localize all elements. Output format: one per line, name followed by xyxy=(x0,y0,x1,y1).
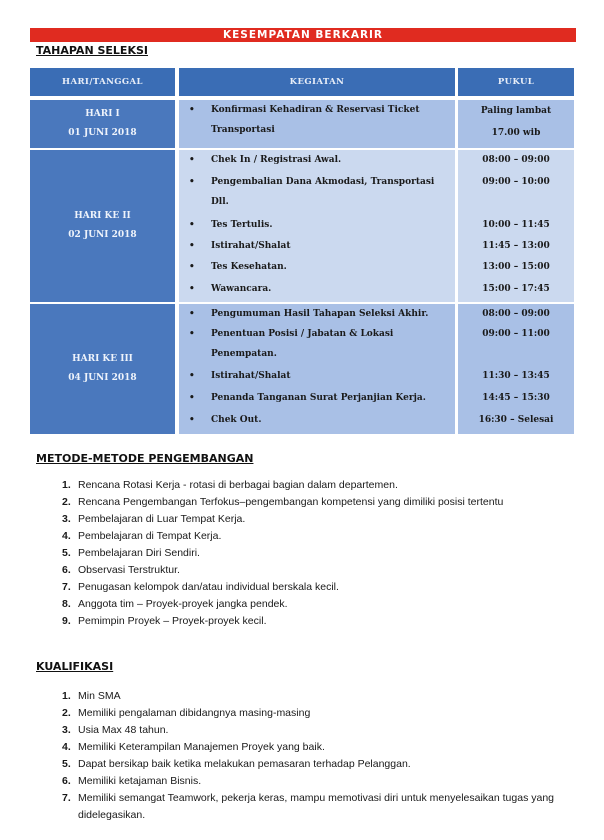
time-text: 11:45 – 13:00 xyxy=(482,241,550,251)
list-item: 7. Memiliki semangat Teamwork, pekerja keras, mampu memotivasi diri untuk menyelesaikan tugas yang didelegasikan. xyxy=(62,792,555,821)
list-item: 1. Min SMA xyxy=(62,690,121,702)
bullet-icon: • xyxy=(189,105,195,115)
day-date: 02 JUNI 2018 xyxy=(68,230,137,240)
activity-text: Tes Tertulis. xyxy=(211,220,273,230)
time-text: 15:00 – 17:45 xyxy=(482,284,550,294)
day-label: HARI KE III xyxy=(72,354,133,364)
activity-text: Penentuan Posisi / Jabatan & Lokasi Penempatan. xyxy=(211,329,394,359)
list-item: 8. Anggota tim – Proyek-proyek jangka pendek. xyxy=(62,598,288,610)
time-block xyxy=(458,100,574,148)
list-item: 1. Rencana Rotasi Kerja - rotasi di berbagai bagian dalam departemen. xyxy=(62,479,398,491)
list-item: 3. Usia Max 48 tahun. xyxy=(62,724,169,736)
time-text: 13:00 – 15:00 xyxy=(482,262,550,272)
time-text: 11:30 – 13:45 xyxy=(482,371,550,381)
activity-text: Penanda Tanganan Surat Perjanjian Kerja. xyxy=(211,393,426,403)
list-item: 2. Memiliki pengalaman dibidangnya masing-masing xyxy=(62,707,311,719)
list-item: 5. Dapat bersikap baik ketika melakukan pemasaran terhadap Pelanggan. xyxy=(62,758,411,770)
list-item: 4. Pembelajaran di Tempat Kerja. xyxy=(62,530,222,542)
activity-row xyxy=(189,236,451,256)
metode-title: METODE-METODE PENGEMBANGAN xyxy=(36,452,254,465)
activity-row xyxy=(189,324,451,364)
activity-block xyxy=(179,100,455,148)
list-item: 6. Memiliki ketajaman Bisnis. xyxy=(62,775,202,787)
kualifikasi-title: KUALIFIKASI xyxy=(36,660,114,673)
activity-row xyxy=(189,410,451,430)
time-text: 09:00 – 11:00 xyxy=(482,329,550,339)
list-item: 3. Pembelajaran di Luar Tempat Kerja. xyxy=(62,513,246,525)
time-block xyxy=(458,304,574,434)
activity-row xyxy=(189,388,451,408)
list-item: 4. Memiliki Keterampilan Manajemen Proyek yang baik. xyxy=(62,741,325,753)
time-text: 14:45 – 15:30 xyxy=(482,393,550,403)
activity-row xyxy=(189,366,451,386)
activity-text: Istirahat/Shalat xyxy=(211,371,291,381)
schedule-table xyxy=(30,68,574,434)
bullet-icon: • xyxy=(189,220,195,230)
time-block xyxy=(458,150,574,302)
tahapan-title: TAHAPAN SELEKSI xyxy=(36,44,148,57)
bullet-icon: • xyxy=(189,284,195,294)
bullet-icon: • xyxy=(189,393,195,403)
list-item: 6. Observasi Terstruktur. xyxy=(62,564,180,576)
time-text: 09:00 – 10:00 xyxy=(482,177,550,187)
activity-row xyxy=(189,172,451,212)
metode-list xyxy=(62,477,562,630)
activity-row xyxy=(189,257,451,277)
activity-block xyxy=(179,150,455,302)
list-item: 9. Pemimpin Proyek – Proyek-proyek kecil. xyxy=(62,615,267,627)
activity-block xyxy=(179,304,455,434)
bullet-icon: • xyxy=(189,415,195,425)
bullet-icon: • xyxy=(189,241,195,251)
activity-row xyxy=(189,279,451,299)
day-cell xyxy=(30,100,175,148)
activity-row xyxy=(189,215,451,235)
activity-text: Istirahat/Shalat xyxy=(211,241,291,251)
time-text: 08:00 – 09:00 xyxy=(482,309,550,319)
header-hari: HARI/TANGGAL xyxy=(30,68,175,96)
page-banner: KESEMPATAN BERKARIR xyxy=(30,28,576,42)
day-date: 01 JUNI 2018 xyxy=(68,128,137,138)
activity-text: Pengumuman Hasil Tahapan Seleksi Akhir. xyxy=(211,309,429,319)
list-item: 5. Pembelajaran Diri Sendiri. xyxy=(62,547,200,559)
list-item: 2. Rencana Pengembangan Terfokus–pengembangan kompetensi yang dimiliki posisi tertentu xyxy=(62,496,504,508)
day-label: HARI I xyxy=(85,109,120,119)
day-label: HARI KE II xyxy=(74,211,131,221)
bullet-icon: • xyxy=(189,262,195,272)
bullet-icon: • xyxy=(189,309,195,319)
bullet-icon: • xyxy=(189,155,195,165)
activity-text: Konfirmasi Kehadiran & Reservasi Ticket Transportasi xyxy=(211,105,420,135)
list-item: 7. Penugasan kelompok dan/atau individual berskala kecil. xyxy=(62,581,339,593)
activity-row xyxy=(189,100,451,140)
activity-row xyxy=(189,150,451,170)
day-cell xyxy=(30,304,175,434)
activity-text: Chek Out. xyxy=(211,415,262,425)
activity-text: Pengembalian Dana Akmodasi, Transportasi Dll. xyxy=(211,177,435,207)
time-text: 10:00 – 11:45 xyxy=(482,220,550,230)
time-text: 08:00 – 09:00 xyxy=(482,155,550,165)
kualifikasi-list xyxy=(62,688,562,824)
day-date: 04 JUNI 2018 xyxy=(68,373,137,383)
bullet-icon: • xyxy=(189,371,195,381)
time-text: 16:30 – Selesai xyxy=(478,415,554,425)
activity-text: Chek In / Registrasi Awal. xyxy=(211,155,342,165)
activity-text: Wawancara. xyxy=(211,284,272,294)
activity-text: Tes Kesehatan. xyxy=(211,262,287,272)
header-kegiatan: KEGIATAN xyxy=(179,68,455,96)
day-cell xyxy=(30,150,175,302)
activity-row xyxy=(189,304,451,324)
header-pukul: PUKUL xyxy=(458,68,574,96)
bullet-icon: • xyxy=(189,329,195,339)
bullet-icon: • xyxy=(189,177,195,187)
time-text: Paling lambat 17.00 wib xyxy=(480,106,552,138)
